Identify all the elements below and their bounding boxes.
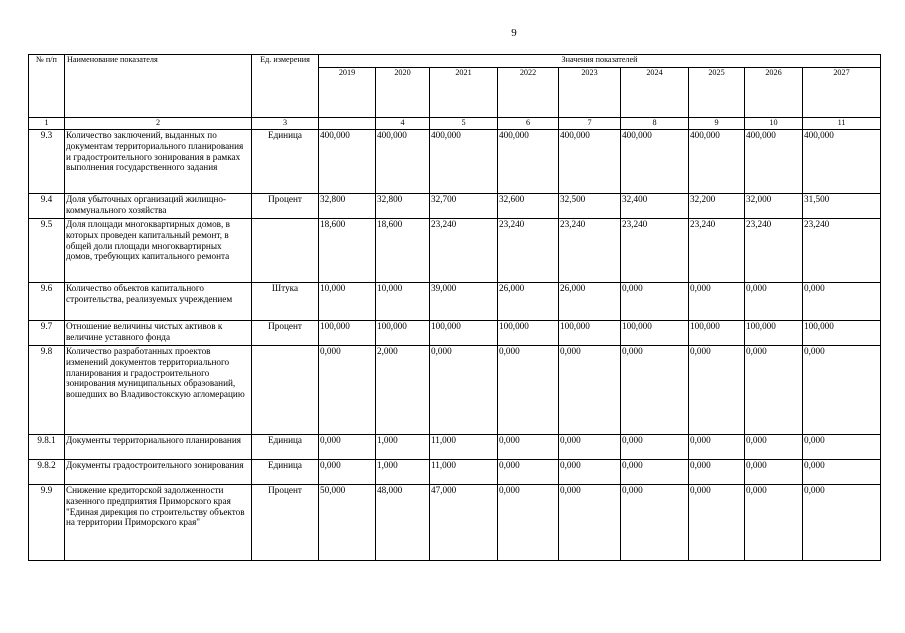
header-values: Значения показателей [319,55,881,68]
value-cell: 0,000 [498,435,559,460]
unit-cell: Штука [252,283,319,321]
table-row [29,321,881,346]
value-cell: 23,240 [803,219,881,283]
row-number: 9.8.1 [29,435,65,460]
header-year: 2021 [430,68,498,118]
table-row [29,130,881,194]
unit-cell: Процент [252,194,319,219]
indicator-name: Количество разработанных проектов изменений документов территориального планирования и градостроительного зонирования муниципальных образований, вошедших во Владивостокскую агломерацию [65,346,252,435]
column-number: 6 [498,118,559,130]
table-row [29,485,881,561]
indicators-table [28,54,881,561]
column-number: 3 [252,118,319,130]
row-number: 9.7 [29,321,65,346]
value-cell: 0,000 [559,485,621,561]
indicator-name: Отношение величины чистых активов к величине уставного фонда [65,321,252,346]
row-number: 9.8.2 [29,460,65,485]
value-cell: 23,240 [745,219,803,283]
table-row [29,219,881,283]
unit-cell: Единица [252,460,319,485]
value-cell: 32,500 [559,194,621,219]
header-year: 2027 [803,68,881,118]
value-cell: 0,000 [621,346,689,435]
value-cell: 47,000 [430,485,498,561]
value-cell: 50,000 [319,485,376,561]
value-cell: 26,000 [498,283,559,321]
value-cell: 0,000 [745,346,803,435]
row-number: 9.3 [29,130,65,194]
value-cell: 100,000 [430,321,498,346]
row-number: 9.5 [29,219,65,283]
value-cell: 23,240 [498,219,559,283]
value-cell: 0,000 [745,460,803,485]
value-cell: 0,000 [498,346,559,435]
value-cell: 10,000 [376,283,430,321]
value-cell: 23,240 [621,219,689,283]
row-number: 9.8 [29,346,65,435]
value-cell: 400,000 [689,130,745,194]
value-cell: 100,000 [745,321,803,346]
value-cell: 26,000 [559,283,621,321]
value-cell: 0,000 [621,485,689,561]
value-cell: 23,240 [559,219,621,283]
value-cell: 32,800 [319,194,376,219]
header-year: 2022 [498,68,559,118]
value-cell: 400,000 [376,130,430,194]
value-cell: 2,000 [376,346,430,435]
table-row [29,460,881,485]
value-cell: 1,000 [376,460,430,485]
value-cell: 100,000 [559,321,621,346]
indicator-name: Документы территориального планирования [65,435,252,460]
value-cell: 0,000 [621,460,689,485]
value-cell: 32,000 [745,194,803,219]
value-cell: 23,240 [430,219,498,283]
unit-cell: Единица [252,435,319,460]
value-cell: 0,000 [319,346,376,435]
value-cell: 18,600 [319,219,376,283]
unit-cell [252,219,319,283]
table-row [29,346,881,435]
table-row [29,194,881,219]
indicator-name: Документы градостроительного зонирования [65,460,252,485]
indicator-name: Снижение кредиторской задолженности казенного предприятия Приморского края "Единая дирекция по строительству объектов на территории Приморского края" [65,485,252,561]
page-number: 9 [511,27,517,39]
value-cell: 32,400 [621,194,689,219]
value-cell: 11,000 [430,460,498,485]
header-name: Наименование показателя [65,55,252,118]
value-cell: 0,000 [745,435,803,460]
value-cell: 0,000 [803,460,881,485]
header-year: 2020 [376,68,430,118]
value-cell: 0,000 [803,346,881,435]
value-cell: 0,000 [559,460,621,485]
column-number: 9 [689,118,745,130]
header-year: 2026 [745,68,803,118]
value-cell: 0,000 [430,346,498,435]
indicator-name: Доля площади многоквартирных домов, в которых проведен капитальный ремонт, в общей доли площади многоквартирных домов, требующих капитального ремонта [65,219,252,283]
value-cell: 100,000 [803,321,881,346]
column-number: 10 [745,118,803,130]
value-cell: 400,000 [621,130,689,194]
header-year: 2019 [319,68,376,118]
value-cell: 18,600 [376,219,430,283]
value-cell: 400,000 [745,130,803,194]
value-cell: 32,200 [689,194,745,219]
value-cell: 48,000 [376,485,430,561]
value-cell: 31,500 [803,194,881,219]
value-cell: 400,000 [430,130,498,194]
value-cell: 100,000 [498,321,559,346]
value-cell: 0,000 [689,283,745,321]
indicator-name: Количество объектов капитального строительства, реализуемых учреждением [65,283,252,321]
value-cell: 0,000 [559,435,621,460]
value-cell: 0,000 [689,460,745,485]
column-number [319,118,376,130]
column-number: 11 [803,118,881,130]
column-number: 7 [559,118,621,130]
value-cell: 0,000 [621,283,689,321]
unit-cell: Процент [252,485,319,561]
row-number: 9.9 [29,485,65,561]
column-number: 4 [376,118,430,130]
header-num: № п/п [29,55,65,118]
value-cell: 23,240 [689,219,745,283]
value-cell: 400,000 [559,130,621,194]
value-cell: 32,800 [376,194,430,219]
value-cell: 0,000 [498,460,559,485]
value-cell: 0,000 [621,435,689,460]
value-cell: 100,000 [621,321,689,346]
value-cell: 0,000 [803,485,881,561]
value-cell: 0,000 [689,346,745,435]
value-cell: 400,000 [319,130,376,194]
header-year: 2025 [689,68,745,118]
value-cell: 0,000 [559,346,621,435]
value-cell: 32,700 [430,194,498,219]
unit-cell: Единица [252,130,319,194]
value-cell: 11,000 [430,435,498,460]
table-row [29,435,881,460]
value-cell: 400,000 [803,130,881,194]
unit-cell: Процент [252,321,319,346]
value-cell: 0,000 [689,485,745,561]
value-cell: 0,000 [803,435,881,460]
indicator-name: Количество заключений, выданных по документам территориального планирования и градостроительного зонирования в рамках выполнения государственного задания [65,130,252,194]
table-row [29,283,881,321]
column-number: 5 [430,118,498,130]
value-cell: 0,000 [498,485,559,561]
header-year: 2024 [621,68,689,118]
value-cell: 0,000 [319,435,376,460]
value-cell: 39,000 [430,283,498,321]
value-cell: 10,000 [319,283,376,321]
indicator-name: Доля убыточных организаций жилищно-коммунального хозяйства [65,194,252,219]
value-cell: 100,000 [689,321,745,346]
row-number: 9.4 [29,194,65,219]
value-cell: 100,000 [376,321,430,346]
value-cell: 0,000 [319,460,376,485]
value-cell: 0,000 [745,485,803,561]
value-cell: 400,000 [498,130,559,194]
value-cell: 0,000 [745,283,803,321]
header-year: 2023 [559,68,621,118]
column-number: 1 [29,118,65,130]
value-cell: 0,000 [803,283,881,321]
column-number: 2 [65,118,252,130]
value-cell: 100,000 [319,321,376,346]
row-number: 9.6 [29,283,65,321]
value-cell: 0,000 [689,435,745,460]
column-number: 8 [621,118,689,130]
value-cell: 32,600 [498,194,559,219]
unit-cell [252,346,319,435]
value-cell: 1,000 [376,435,430,460]
header-unit: Ед. измерения [252,55,319,118]
